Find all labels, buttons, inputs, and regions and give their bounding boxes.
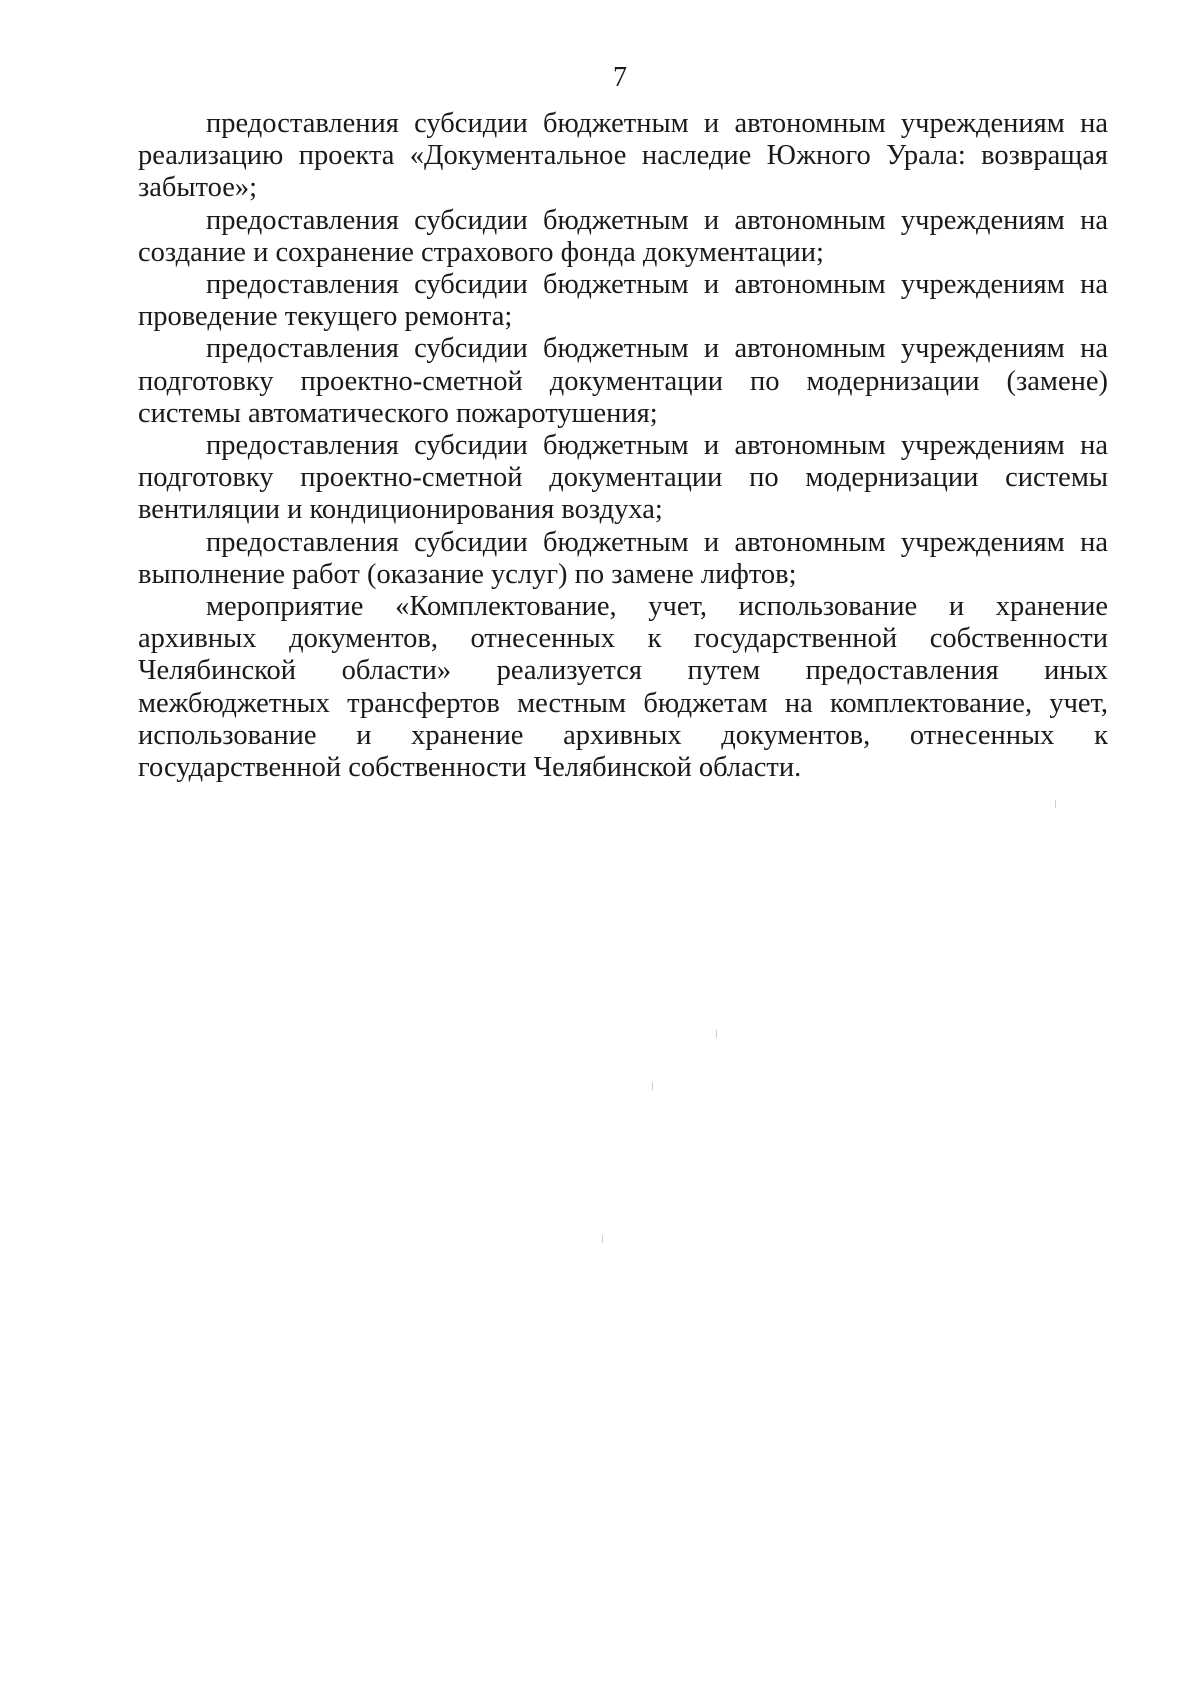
paragraph-subsidy-fire-extinguishing: предоставления субсидии бюджетным и автономным учреждениям на подготовку проектно-сметной документации по модернизации (замене) системы автоматического пожаротушения; [138,333,1108,429]
paragraph-subsidy-elevators: предоставления субсидии бюджетным и автономным учреждениям на выполнение работ (оказание услуг) по замене лифтов; [138,526,1108,590]
paragraph-archive-activity: мероприятие «Комплектование, учет, использование и хранение архивных документов, отнесенных к государственной собственности Челябинской области» реализуется путем предоставления иных межбюджетных трансфертов местным бюджетам на комплектование, учет, использование и хранение архивных документов, отнесенных к государственной собственности Челябинской области. [138,591,1108,784]
page-number: 7 [613,62,627,93]
paragraph-subsidy-documentary-heritage: предоставления субсидии бюджетным и автономным учреждениям на реализацию проекта «Документальное наследие Южного Урала: возвращая забытое»; [138,108,1108,204]
scan-speck [602,1235,603,1243]
scan-speck [1055,800,1056,808]
paragraph-subsidy-current-repair: предоставления субсидии бюджетным и автономным учреждениям на проведение текущего ремонта; [138,269,1108,333]
paragraph-subsidy-insurance-fund: предоставления субсидии бюджетным и автономным учреждениям на создание и сохранение страхового фонда документации; [138,204,1108,268]
scan-speck [716,1030,717,1038]
paragraph-subsidy-ventilation: предоставления субсидии бюджетным и автономным учреждениям на подготовку проектно-сметной документации по модернизации системы вентиляции и кондиционирования воздуха; [138,430,1108,526]
scan-speck [652,1082,653,1090]
document-body [138,108,1108,784]
